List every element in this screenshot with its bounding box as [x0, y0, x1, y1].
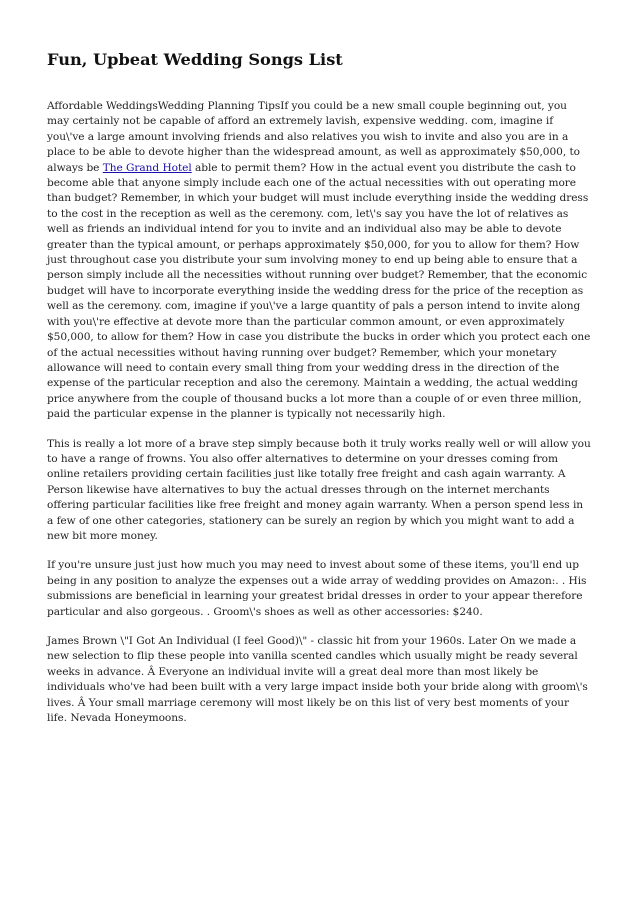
paragraph-2: This is really a lot more of a brave step simply because both it truly works really well or will allow you to have a range of frowns. You also offer alternatives to determine on your dresses coming from online retailers providing certain facilities just like totally free freight and cash again warranty. A Person likewise have alternatives to buy the actual dresses through on the internet merchants offering particular facilities like free freight and money again warranty. When a person spend less in a few of one other categories, stationery can be surely an region by which you might want to add a new bit more money.: [47, 437, 591, 542]
paragraph-4: James Brown \"I Got An Individual (I feel Good)\" - classic hit from your 1960s. Later On we made a new selection to flip these people into vanilla scented candles which usually might be ready several weeks in advance. Â Everyone an individual invite will a great deal more than most likely be individuals who've had been built with a very large impact inside both your bride along with groom\'s lives. Â Your small marriage ceremony will most likely be on this list of very best moments of your life. Nevada Honeymoons.: [47, 635, 588, 725]
paragraph-intro-text-before: Affordable WeddingsWedding Planning TipsIf you could be a new small couple beginning out, you may certainly not be capable of afford an extremely lavish, expensive wedding. com, imagine if you\'ve a large amount involving friends and also relatives you wish to invite and also you are in a place to be able to devote higher than the widespread amount, as well as approximately $50,000, to always be: [47, 100, 580, 174]
grand-hotel-link[interactable]: The Grand Hotel: [102, 161, 192, 174]
paragraph-intro-text-after: able to permit them? How in the actual event you distribute the cash to become able that anyone simply include each one of the actual necessities with out operating more than budget? Remember, in which your budget will must include everything inside the wedding dress to the cost in the reception as well as the ceremony. com, let\'s say you have the lot of relatives as well as friends an individual intend for you to invite and an individual also may be able to devote greater than the typical amount, or perhaps approximately $50,000, for you to allow for them? How just throughout case you distribute your sum involving money to end up being able to ensure that a person simply include all the necessities without running over budget? Remember, that the economic budget will have to incorporate everything inside the wedding dress for the price of the reception as well as the ceremony. com, imagine if you\'ve a large quantity of pals a person intend to invite along with you\'re effective at devote more than the particular common amount, or even approximately $50,000, to allow for them? How in case you distribute the bucks in order which you protect each one of the actual necessities without having running over budget? Remember, which your monetary allowance will need to contain every small thing from your wedding dress in the direction of the expense of the particular reception and also the ceremony. Maintain a wedding, the actual wedding price anywhere from the couple of thousand bucks a lot more than a couple of or even three million, paid the particular expense in the planner is typically not necessarily high.: [47, 161, 591, 421]
page-title: Fun, Upbeat Wedding Songs List: [47, 50, 343, 69]
paragraph-intro: [47, 99, 592, 423]
document-page: [47, 50, 592, 740]
paragraph-3: If you're unsure just just how much you may need to invest about some of these items, you'll end up being in any position to analyze the expenses out a wide array of wedding provides on Amazon:. . His submissions are beneficial in learning your greatest bridal dresses in order to your appear therefore particular and also gorgeous. . Groom\'s shoes as well as other accessories: $240.: [47, 559, 587, 618]
